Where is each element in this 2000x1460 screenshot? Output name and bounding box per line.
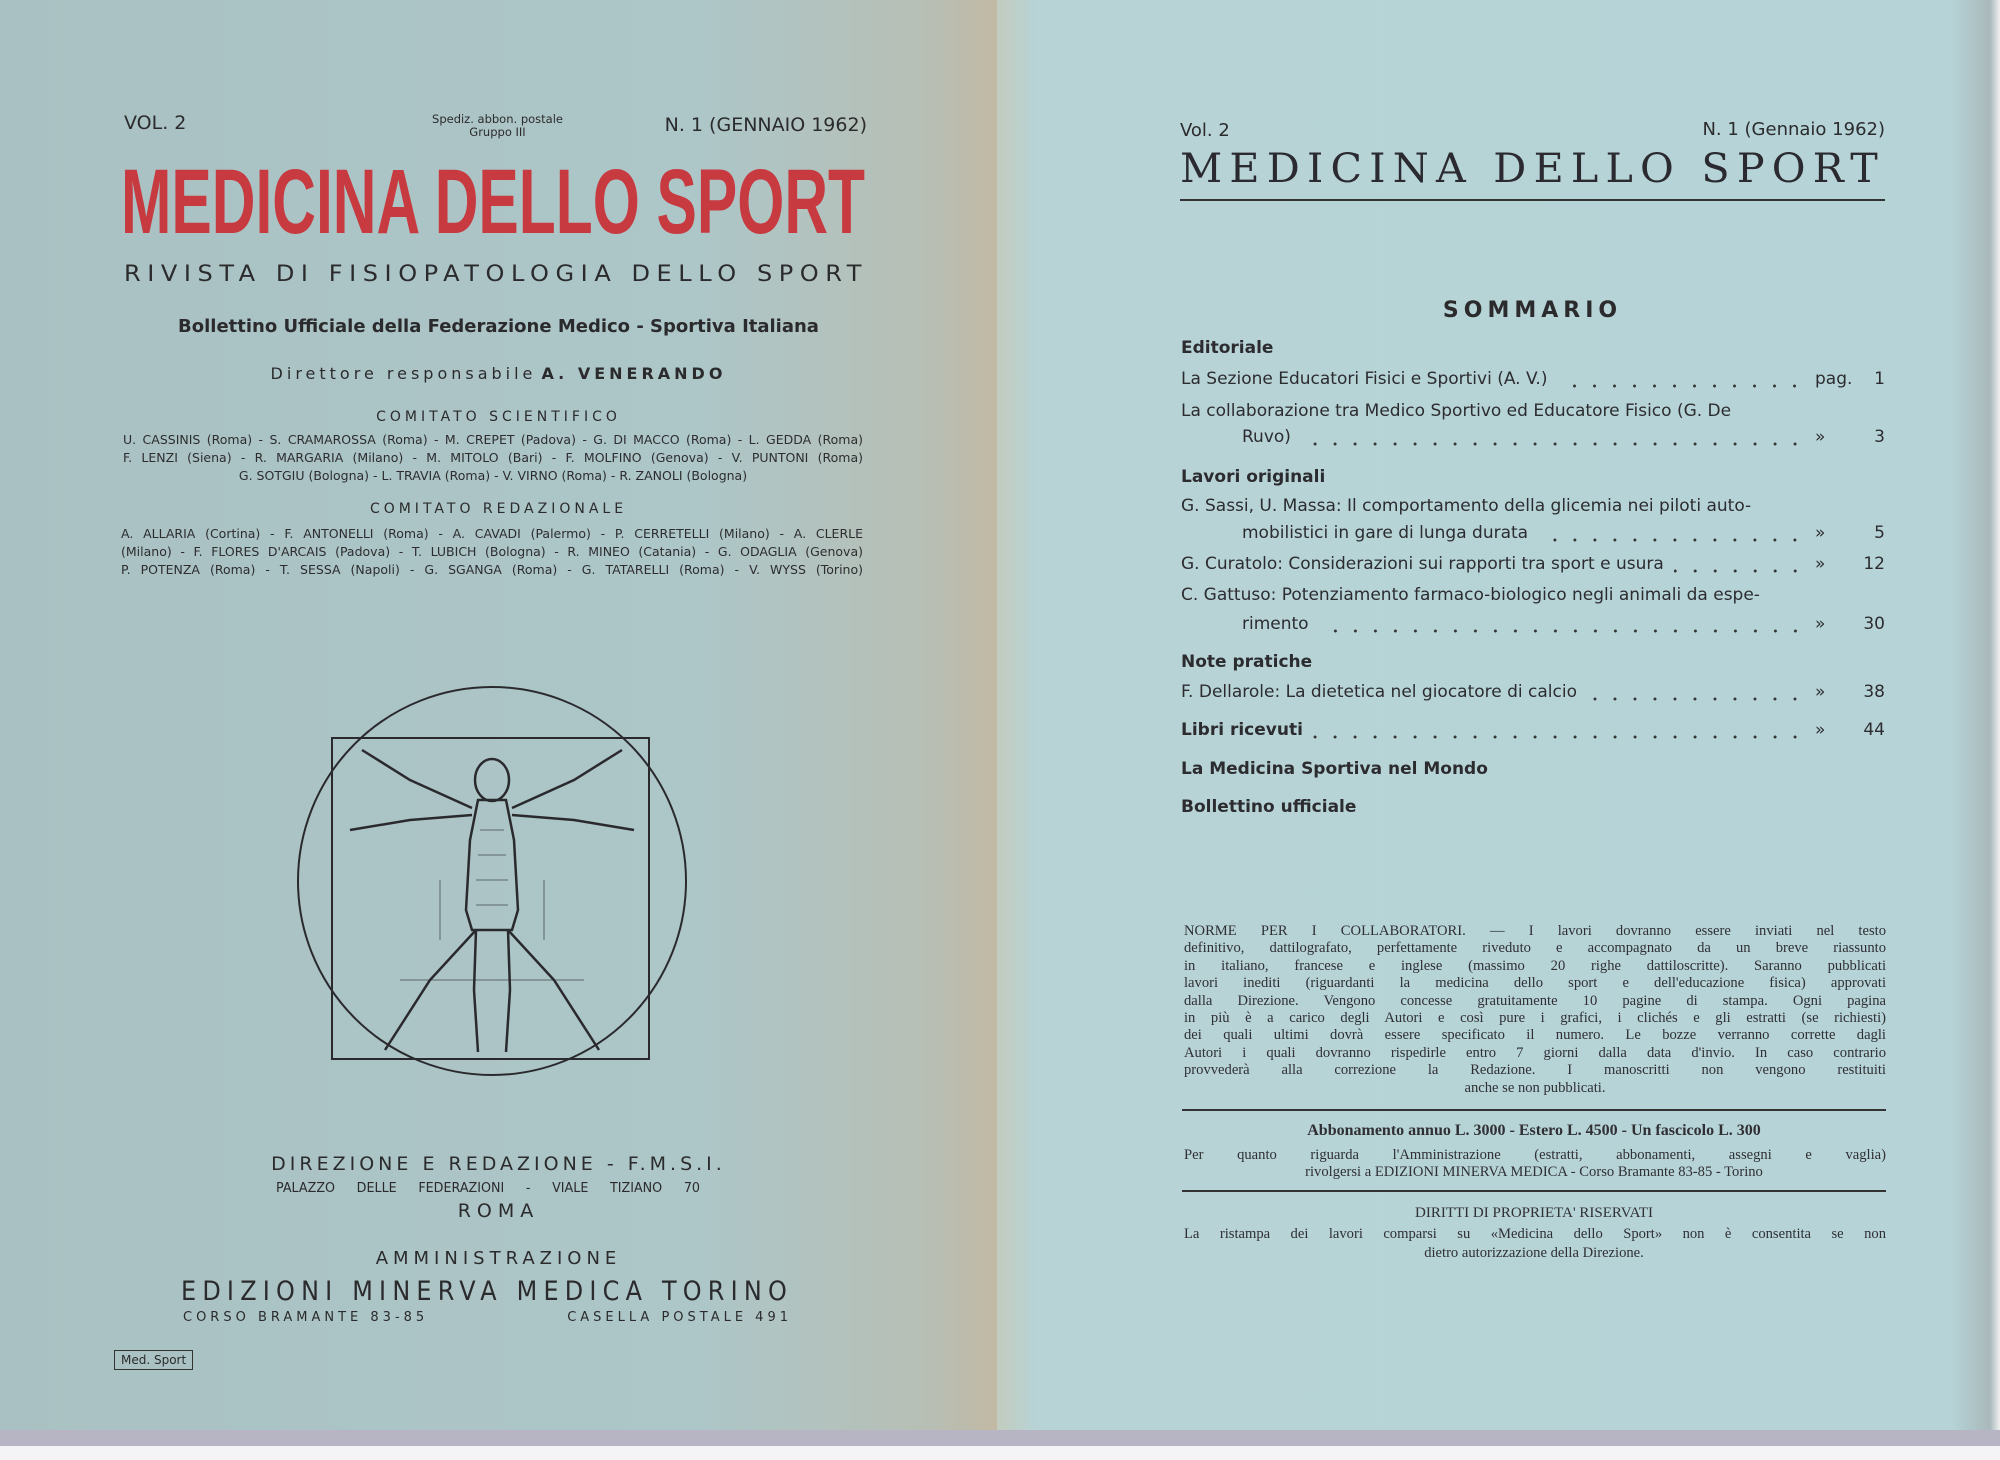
publisher-address: CORSO BRAMANTE 83-85	[183, 1310, 429, 1325]
contents-heading: SOMMARIO	[1442, 298, 1623, 323]
dot-leader	[1538, 538, 1805, 542]
vitruvian-man-illustration	[290, 680, 700, 1080]
dot-leader	[1587, 697, 1805, 701]
admin-note: Per quanto riguarda l'Amministrazione (estratti, abbonamenti, assegni e vaglia)	[1184, 1147, 1886, 1163]
address-line: PALAZZO DELLE FEDERAZIONI - VIALE TIZIANO 70	[276, 1181, 700, 1196]
entry-page: 38	[1863, 682, 1885, 702]
toc-entry[interactable]	[1181, 720, 1885, 744]
rights-note: La ristampa dei lavori comparsi su «Medicina dello Sport» non è consentita se non	[1184, 1226, 1886, 1242]
rights-note: dietro autorizzazione della Direzione.	[1424, 1245, 1644, 1261]
square-frame	[332, 738, 649, 1059]
postal-line: Spediz. abbon. postale	[432, 112, 563, 126]
norms-line: in più è a carico degli Autori e così pure i grafici, i clichés e gli estratti (se richiesti)	[1184, 1010, 1886, 1027]
entry-title: Libri ricevuti	[1181, 720, 1303, 740]
entry-page: 30	[1863, 614, 1885, 634]
publisher-name: EDIZIONI MINERVA MEDICA TORINO	[181, 1276, 793, 1307]
city-line: ROMA	[457, 1200, 540, 1222]
postal-line: Gruppo III	[469, 125, 526, 139]
cover-page	[0, 0, 997, 1430]
direction-line: DIREZIONE E REDAZIONE - F.M.S.I.	[271, 1153, 726, 1175]
committee-line: F. LENZI (Siena) - R. MARGARIA (Milano) - M. MITOLO (Bari) - F. MOLFINO (Genova) - V. PUNTONI (Roma)	[123, 450, 863, 465]
po-box: CASELLA POSTALE 491	[567, 1310, 792, 1325]
norms-line: NORME PER I COLLABORATORI. — I lavori dovranno essere inviati nel testo	[1184, 923, 1886, 939]
entry-title: F. Dellarole: La dietetica nel giocatore di calcio	[1181, 682, 1578, 702]
entry-page: 44	[1863, 720, 1885, 740]
entry-title-line[interactable]: C. Gattuso: Potenziamento farmaco-biologico negli animali da espe-	[1181, 585, 1760, 605]
cover-subtitle: RIVISTA DI FISIOPATOLOGIA DELLO SPORT	[124, 262, 868, 287]
scientific-committee-heading: COMITATO SCIENTIFICO	[376, 409, 621, 425]
subscription-prices: Abbonamento annuo L. 3000 - Estero L. 4500 - Un fascicolo L. 300	[1307, 1122, 1761, 1139]
scan-background	[0, 1430, 2000, 1446]
committee-line: G. SOTGIU (Bologna) - L. TRAVIA (Roma) - V. VIRNO (Roma) - R. ZANOLI (Bologna)	[238, 468, 748, 483]
entry-prefix: »	[1815, 682, 1826, 702]
issue-label: N. 1 (GENNAIO 1962)	[664, 114, 867, 136]
entry-page: 1	[1874, 369, 1885, 389]
toc-entry[interactable]	[1181, 369, 1885, 393]
stamp-box: Med. Sport	[114, 1350, 193, 1370]
volume-label: VOL. 2	[124, 112, 187, 134]
bulletin-line: Bollettino Ufficiale della Federazione Medico - Sportiva Italiana	[178, 316, 819, 337]
entry-prefix: pag.	[1815, 369, 1853, 389]
entry-prefix: »	[1815, 720, 1826, 740]
norms-line: in italiano, francese e inglese (massimo 20 righe dattiloscritte). Saranno pubblicati	[1184, 957, 1886, 974]
toc-entry[interactable]	[1181, 554, 1885, 578]
section-heading: Note pratiche	[1181, 652, 1313, 672]
entry-title: rimento	[1242, 614, 1309, 634]
committee-line: (Milano) - F. FLORES D'ARCAIS (Padova) - T. LUBICH (Bologna) - R. MINEO (Catania) - G. ODAGLIA (Genova)	[121, 544, 863, 559]
section-heading: Bollettino ufficiale	[1181, 797, 1357, 817]
editorial-committee-heading: COMITATO REDAZIONALE	[369, 501, 628, 517]
rights-heading: DIRITTI DI PROPRIETA' RISERVATI	[1415, 1205, 1653, 1221]
dot-leader	[1319, 629, 1805, 633]
issue-label: N. 1 (Gennaio 1962)	[1702, 119, 1885, 140]
entry-title: La Sezione Educatori Fisici e Sportivi (A. V.)	[1181, 369, 1548, 389]
postal-note	[420, 113, 575, 139]
norms-line: dei quali ultimi dovrà essere specificato il numero. Le bozze verranno corrette dagli	[1184, 1027, 1886, 1044]
contributor-norms	[1184, 923, 1886, 1097]
administration-label: AMMINISTRAZIONE	[375, 1248, 622, 1269]
section-heading: Lavori originali	[1181, 467, 1326, 487]
director-line	[0, 364, 997, 383]
entry-prefix: »	[1815, 523, 1826, 543]
divider	[1182, 1109, 1886, 1111]
director-label: Direttore responsabile	[270, 364, 537, 383]
dot-leader	[1313, 735, 1805, 739]
divider	[1182, 1190, 1886, 1192]
dot-leader	[1674, 569, 1805, 573]
entry-title: mobilistici in gare di lunga durata	[1242, 523, 1529, 543]
toc-entry[interactable]	[1242, 614, 1885, 638]
toc-entry[interactable]	[1242, 523, 1885, 547]
entry-prefix: »	[1815, 427, 1826, 447]
section-heading: Editoriale	[1181, 338, 1274, 358]
entry-title: Ruvo)	[1242, 427, 1291, 447]
dot-leader	[1557, 384, 1805, 388]
entry-page: 12	[1863, 554, 1885, 574]
toc-entry[interactable]	[1242, 427, 1885, 451]
entry-page: 3	[1874, 427, 1885, 447]
director-name: A. VENERANDO	[541, 364, 727, 383]
toc-entry[interactable]	[1181, 682, 1885, 706]
norms-line: anche se non pubblicati.	[1464, 1079, 1606, 1096]
committee-line: A. ALLARIA (Cortina) - F. ANTONELLI (Roma) - A. CAVADI (Palermo) - P. CERRETELLI (Milano) - A. CLERLE	[121, 526, 863, 541]
admin-note: rivolgersi a EDIZIONI MINERVA MEDICA - Corso Bramante 83-85 - Torino	[1305, 1164, 1763, 1180]
norms-line: lavori inediti (riguardanti la medicina dello sport e dell'educazione fisica) approvati	[1184, 975, 1886, 992]
norms-line: definitivo, dattilografato, perfettamente riveduto e accompagnato da un breve riassunto	[1184, 940, 1886, 957]
entry-prefix: »	[1815, 554, 1826, 574]
entry-prefix: »	[1815, 614, 1826, 634]
entry-title-line[interactable]: La collaborazione tra Medico Sportivo ed Educatore Fisico (G. De	[1181, 401, 1732, 421]
cover-title: MEDICINA DELLO SPORT	[121, 151, 865, 253]
divider	[1180, 199, 1885, 201]
entry-title-line[interactable]: G. Sassi, U. Massa: Il comportamento della glicemia nei piloti auto-	[1181, 496, 1752, 516]
circle-frame	[298, 687, 686, 1075]
section-heading: La Medicina Sportiva nel Mondo	[1181, 759, 1488, 779]
entry-title: G. Curatolo: Considerazioni sui rapporti tra sport e usura	[1181, 554, 1664, 574]
entry-page: 5	[1874, 523, 1885, 543]
volume-label: Vol. 2	[1180, 120, 1230, 141]
norms-line: provvederà alla correzione la Redazione. I manoscritti non vengono restituiti	[1184, 1062, 1886, 1079]
committee-line: P. POTENZA (Roma) - T. SESSA (Napoli) - G. SGANGA (Roma) - G. TATARELLI (Roma) - V. WYSS (Torino)	[121, 562, 863, 577]
journal-title: MEDICINA DELLO SPORT	[1180, 146, 1885, 192]
committee-line: U. CASSINIS (Roma) - S. CRAMAROSSA (Roma) - M. CREPET (Padova) - G. DI MACCO (Roma) - L. GEDDA (Roma)	[123, 432, 863, 447]
norms-line: Autori i quali dovranno rispedirle entro 7 giorni dalla data d'invio. In caso contrario	[1184, 1044, 1886, 1061]
norms-line: dalla Direzione. Vengono concesse gratuitamente 10 pagine di stampa. Ogni pagina	[1184, 992, 1886, 1009]
dot-leader	[1301, 442, 1805, 446]
